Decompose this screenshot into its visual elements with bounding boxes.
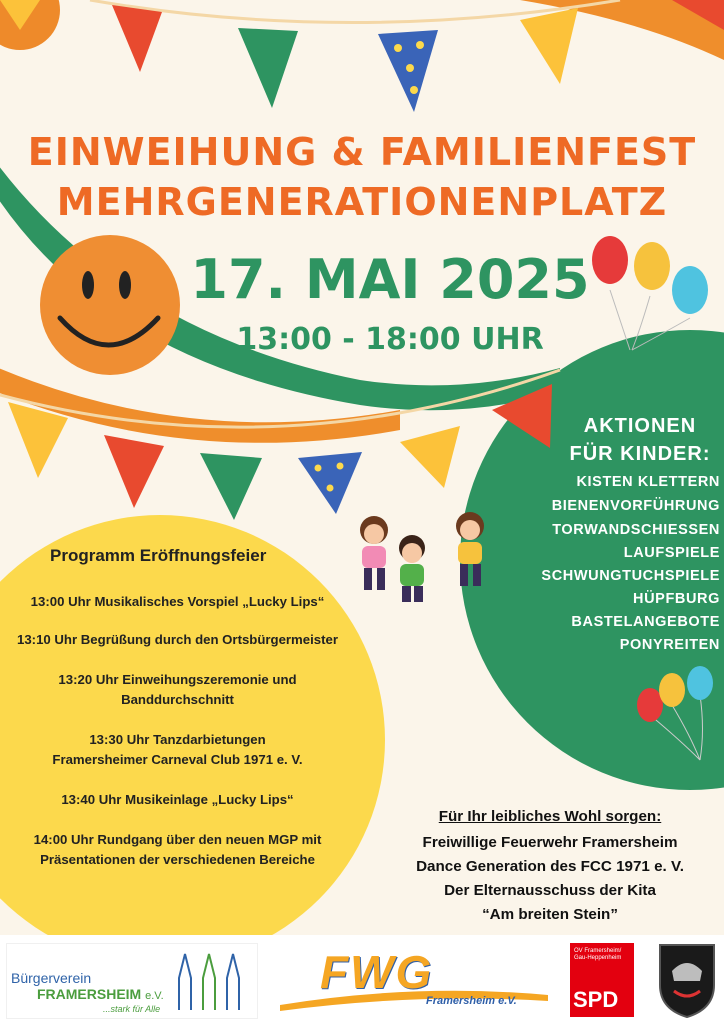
kids-item: BIENENVORFÜHRUNG — [551, 498, 720, 514]
program-item-line-1: 14:00 Uhr Rundgang über den neuen MGP mit — [33, 832, 322, 847]
buergerverein-ev: e.V. — [145, 990, 164, 1002]
food-line: “Am breiten Stein” — [482, 906, 618, 923]
program-item — [0, 592, 355, 612]
spd-logo — [570, 943, 634, 1017]
title-line-1: EINWEIHUNG & FAMILIENFEST — [27, 130, 697, 174]
spd-small-line-1: OV Framersheim/ — [574, 948, 622, 954]
kids-item: BASTELANGEBOTE — [571, 614, 720, 630]
food-line: Der Elternausschuss der Kita — [444, 882, 656, 899]
program-item-line-2: Banddurchschnitt — [121, 692, 234, 707]
kids-item: TORWANDSCHIESSEN — [552, 522, 720, 538]
program-item — [0, 630, 355, 650]
program-item-line-1: 13:30 Uhr Tanzdarbietungen — [89, 732, 266, 747]
program-item — [0, 830, 355, 870]
flag-dot — [337, 463, 344, 470]
flag — [200, 453, 262, 520]
title-line-2: MEHRGENERATIONENPLATZ — [56, 180, 668, 224]
program-item-line-1: 13:00 Uhr Musikalisches Vorspiel „Lucky Lips“ — [30, 594, 325, 609]
fire-brigade-emblem-icon — [656, 941, 718, 1019]
church-towers-icon — [167, 948, 253, 1014]
flag-dot — [327, 485, 334, 492]
program-item-line-1: 13:40 Uhr Musikeinlage „Lucky Lips“ — [61, 792, 294, 807]
buergerverein-slogan: ...stark für Alle — [103, 1004, 161, 1014]
program-item — [0, 730, 355, 770]
kids-item: KISTEN KLETTERN — [576, 474, 720, 490]
buergerverein-name-line-2-wrap — [37, 986, 164, 1002]
program-item — [0, 790, 355, 810]
program-item-line-1: 13:20 Uhr Einweihungszeremonie und — [58, 672, 297, 687]
flag — [400, 426, 460, 488]
kids-item: SCHWUNGTUCHSPIELE — [541, 568, 720, 584]
flag — [238, 28, 298, 108]
kids-item: PONYREITEN — [619, 637, 720, 653]
flag — [298, 452, 362, 514]
food-line: Freiwillige Feuerwehr Framersheim — [422, 834, 678, 851]
flag-dot — [406, 64, 414, 72]
kids-item: HÜPFBURG — [633, 591, 720, 607]
sponsor-footer — [0, 935, 724, 1024]
flag-dot — [394, 44, 402, 52]
fwg-name: FWG — [320, 946, 434, 998]
fwg-sub: Framersheim e.V. — [426, 995, 517, 1007]
program-item — [0, 670, 355, 710]
flag-dot — [416, 41, 424, 49]
program-item-line-1: 13:10 Uhr Begrüßung durch den Ortsbürgermeister — [17, 632, 338, 647]
flag-dot — [410, 86, 418, 94]
kids-item: LAUFSPIELE — [623, 545, 720, 561]
flag — [520, 8, 578, 84]
kids-heading-line-2: FÜR KINDER: — [569, 443, 711, 465]
kids-heading-line-1: AKTIONEN — [583, 415, 697, 437]
spd-small-line-2: Gau-Heppenheim — [574, 955, 622, 961]
spd-name: SPD — [573, 987, 619, 1012]
buergerverein-name-line-2: FRAMERSHEIM — [37, 986, 142, 1002]
flag-dot — [315, 465, 322, 472]
smiley-face-icon — [40, 235, 180, 375]
food-line: Dance Generation des FCC 1971 e. V. — [416, 858, 684, 875]
program-item-line-2: Framersheimer Carneval Club 1971 e. V. — [52, 752, 303, 767]
event-date: 17. MAI 2025 — [190, 248, 590, 311]
event-time: 13:00 - 18:00 UHR — [236, 322, 544, 357]
program-item-line-2: Präsentationen der verschiedenen Bereiche — [40, 852, 315, 867]
kids-heading — [560, 412, 720, 468]
fwg-logo — [276, 943, 552, 1017]
flag — [112, 5, 162, 72]
buergerverein-name-line-1: Bürgerverein — [11, 970, 92, 986]
food-heading: Für Ihr leibliches Wohl sorgen: — [438, 808, 662, 825]
shield-icon — [656, 941, 718, 1019]
program-heading: Programm Eröffnungsfeier — [50, 546, 267, 565]
buergerverein-logo — [6, 943, 258, 1019]
flag — [104, 435, 164, 508]
